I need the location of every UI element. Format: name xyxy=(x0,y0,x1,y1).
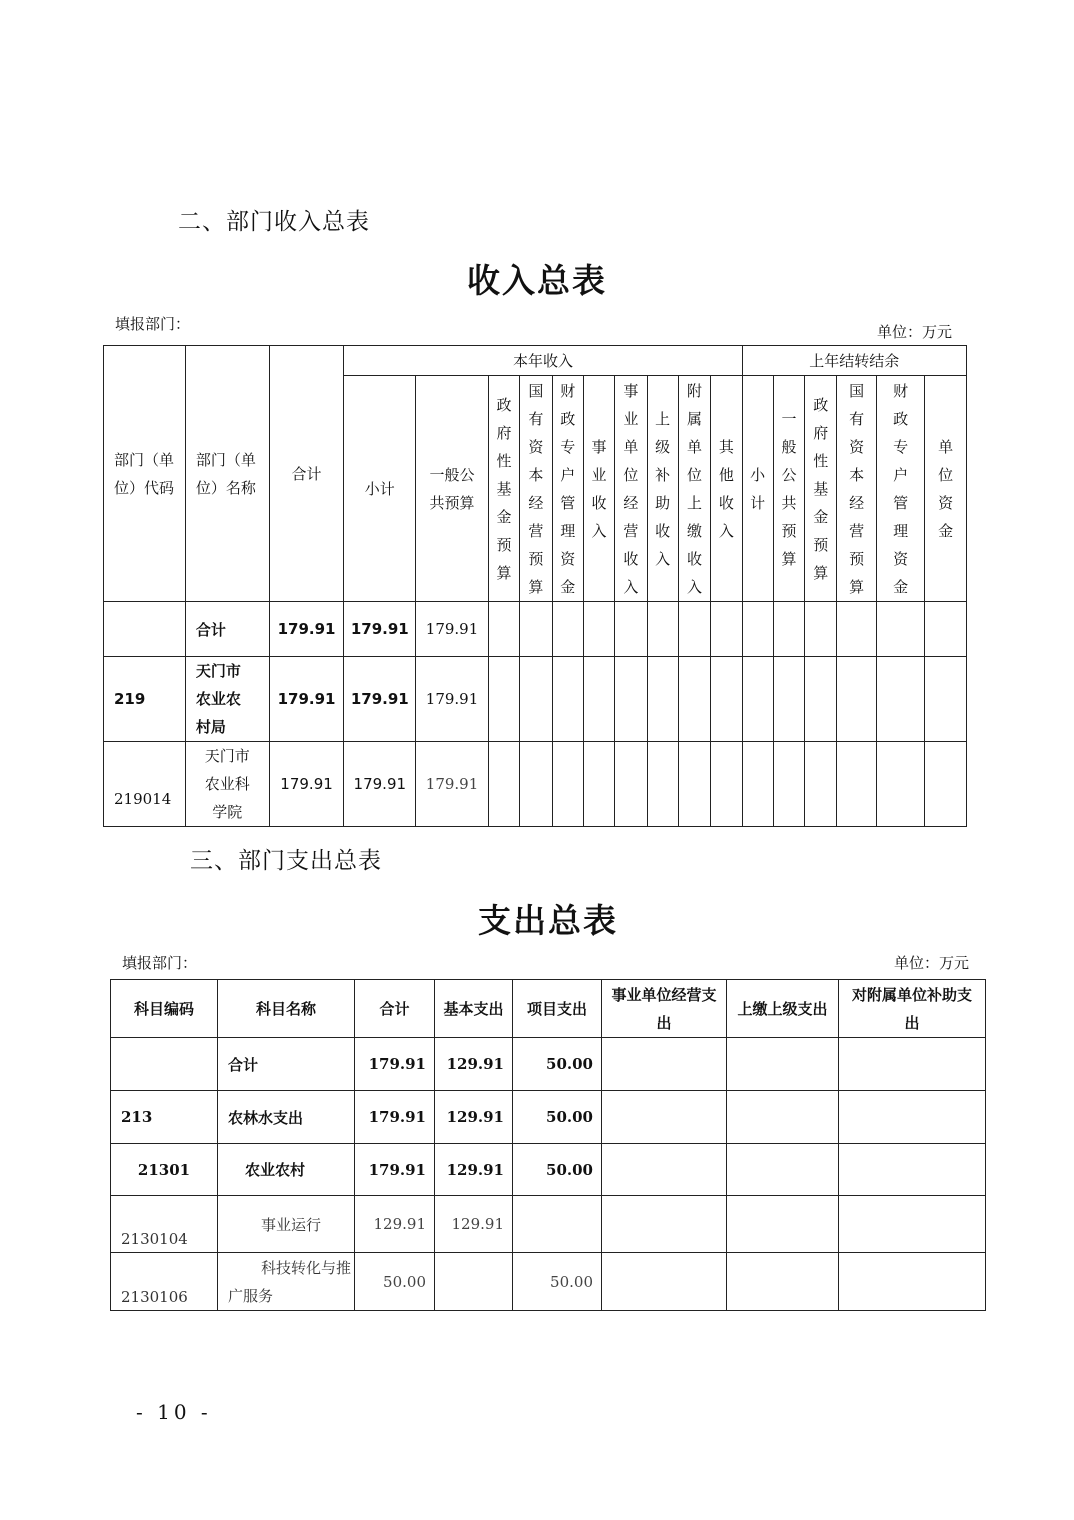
expense-row-total: 129.91 xyxy=(355,1196,435,1253)
income-row xyxy=(104,657,967,742)
expense-row-project xyxy=(513,1196,602,1253)
income-col-gov-fund: 政府性基金预算 xyxy=(488,376,519,602)
expense-table-title: 支出总表 xyxy=(478,901,618,940)
income-row-code: 219 xyxy=(104,657,186,742)
expense-row xyxy=(111,1144,986,1196)
expense-row-total: 179.91 xyxy=(355,1091,435,1144)
expense-header-total: 合计 xyxy=(355,980,435,1038)
expense-row xyxy=(111,1091,986,1144)
income-col-fiscal-account: 财政专户管理资金 xyxy=(552,376,583,602)
expense-row-total: 179.91 xyxy=(355,1144,435,1196)
carryover-col-gov-fund: 政府性基金预算 xyxy=(805,376,837,602)
expense-table xyxy=(110,979,986,1311)
expense-row-name: 科技转化与推广服务 xyxy=(218,1253,355,1311)
income-col-upper-subsidy: 上级补助收入 xyxy=(647,376,678,602)
expense-row-name: 农业农村 xyxy=(218,1144,355,1196)
expense-row-basic: 129.91 xyxy=(435,1038,513,1091)
expense-row-basic: 129.91 xyxy=(435,1144,513,1196)
expense-row-code: 21301 xyxy=(111,1144,218,1196)
expense-header-code: 科目编码 xyxy=(111,980,218,1038)
expense-row-code xyxy=(111,1038,218,1091)
expense-header-project: 项目支出 xyxy=(513,980,602,1038)
income-row-general: 179.91 xyxy=(416,602,489,657)
expense-row xyxy=(111,1253,986,1311)
carryover-col-unit-funds: 单位资金 xyxy=(925,376,967,602)
income-row xyxy=(104,602,967,657)
carryover-col-subtotal: 小计 xyxy=(742,376,773,602)
expense-header-upper: 上缴上级支出 xyxy=(727,980,839,1038)
expense-filler-label: 填报部门： xyxy=(122,954,198,972)
income-section-heading: 二、部门收入总表 xyxy=(178,209,370,235)
income-row-total: 179.91 xyxy=(269,602,344,657)
income-table-title: 收入总表 xyxy=(467,261,607,300)
expense-row-basic: 129.91 xyxy=(435,1196,513,1253)
expense-row-code: 2130104 xyxy=(111,1196,218,1253)
expense-row-project: 50.00 xyxy=(513,1091,602,1144)
income-row xyxy=(104,742,967,827)
expense-row-name: 农林水支出 xyxy=(218,1091,355,1144)
expense-row-project: 50.00 xyxy=(513,1253,602,1311)
expense-row-name: 事业运行 xyxy=(218,1196,355,1253)
expense-row-basic: 129.91 xyxy=(435,1091,513,1144)
income-row-subtotal: 179.91 xyxy=(344,602,416,657)
expense-row xyxy=(111,1038,986,1091)
income-row-total: 179.91 xyxy=(269,657,344,742)
expense-row-project: 50.00 xyxy=(513,1038,602,1091)
income-col-general-budget: 一般公共预算 xyxy=(416,376,489,602)
income-row-name: 天门市农业农村局 xyxy=(185,657,269,742)
carryover-col-fiscal-account: 财政专户管理资金 xyxy=(876,376,924,602)
carryover-col-general-budget: 一般公共预算 xyxy=(773,376,804,602)
income-row-subtotal: 179.91 xyxy=(344,742,416,827)
income-header-dept-name: 部门（单位）名称 xyxy=(185,346,269,602)
income-col-subtotal: 小计 xyxy=(344,376,416,602)
income-col-operating-income: 事业单位经营收入 xyxy=(615,376,647,602)
expense-row xyxy=(111,1196,986,1253)
expense-header-subsidy: 对附属单位补助支出 xyxy=(839,980,986,1038)
income-col-state-capital: 国有资本经营预算 xyxy=(520,376,552,602)
expense-header-basic: 基本支出 xyxy=(435,980,513,1038)
income-row-name: 合计 xyxy=(185,602,269,657)
income-row-code xyxy=(104,602,186,657)
expense-row-basic xyxy=(435,1253,513,1311)
expense-row-total: 50.00 xyxy=(355,1253,435,1311)
income-row-code: 219014 xyxy=(104,742,186,827)
income-row-subtotal: 179.91 xyxy=(344,657,416,742)
page-number: - 10 - xyxy=(136,1400,212,1424)
income-col-other-income: 其他收入 xyxy=(711,376,742,602)
income-col-business-income: 事业收入 xyxy=(583,376,614,602)
expense-row-total: 179.91 xyxy=(355,1038,435,1091)
income-header-carryover: 上年结转结余 xyxy=(742,346,966,376)
income-row-general: 179.91 xyxy=(416,742,489,827)
carryover-col-state-capital: 国有资本经营预算 xyxy=(837,376,876,602)
income-row-name: 天门市农业科学院 xyxy=(185,742,269,827)
income-header-this-year: 本年收入 xyxy=(344,346,742,376)
expense-row-name: 合计 xyxy=(218,1038,355,1091)
expense-row-code: 213 xyxy=(111,1091,218,1144)
expense-section-heading: 三、部门支出总表 xyxy=(190,848,382,874)
expense-unit-label: 单位：万元 xyxy=(894,954,970,972)
expense-header-biz: 事业单位经营支出 xyxy=(602,980,727,1038)
income-col-affiliate-turnover: 附属单位上缴收入 xyxy=(678,376,710,602)
expense-header-name: 科目名称 xyxy=(218,980,355,1038)
income-unit-label: 单位：万元 xyxy=(877,323,953,341)
expense-row-code: 2130106 xyxy=(111,1253,218,1311)
income-header-dept-code: 部门（单位）代码 xyxy=(104,346,186,602)
expense-row-project: 50.00 xyxy=(513,1144,602,1196)
income-row-general: 179.91 xyxy=(416,657,489,742)
income-filler-label: 填报部门： xyxy=(115,315,191,333)
income-header-total: 合计 xyxy=(269,346,344,602)
income-table xyxy=(103,345,967,827)
income-row-total: 179.91 xyxy=(269,742,344,827)
